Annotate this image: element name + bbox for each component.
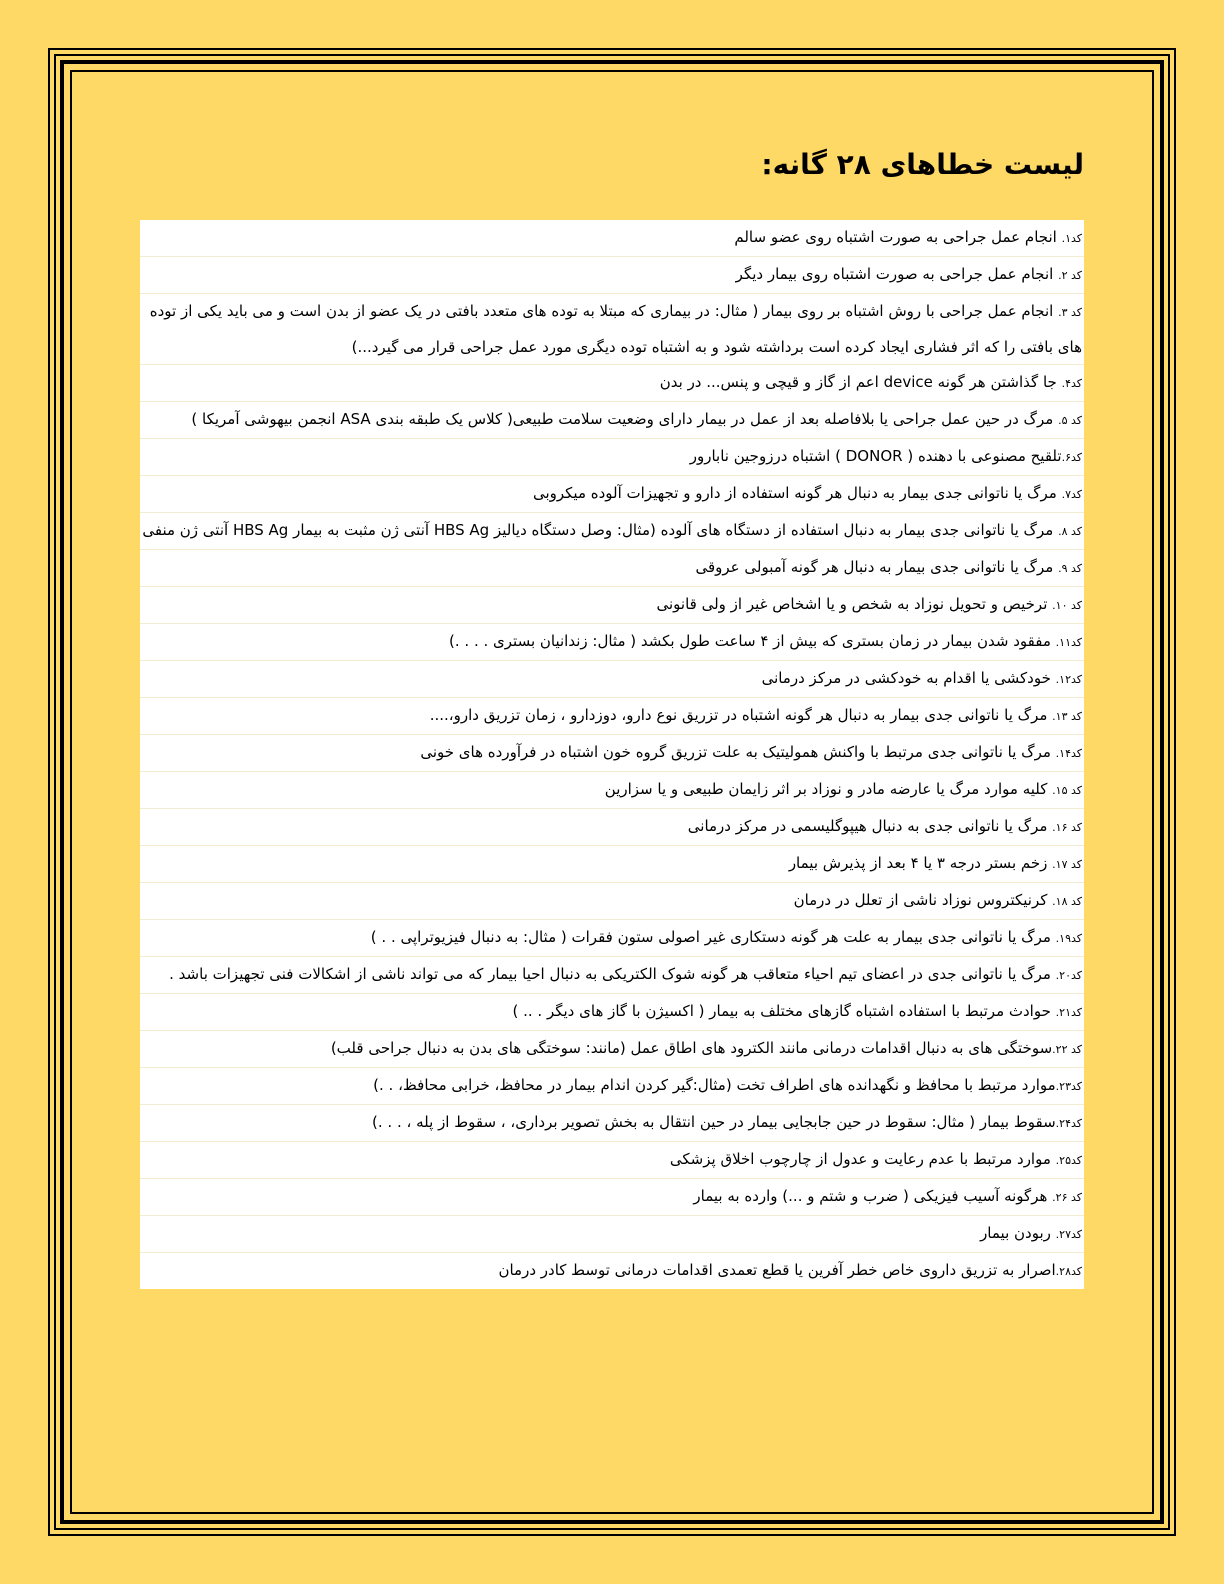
error-item [140, 1179, 1084, 1216]
error-text: انجام عمل جراحی با روش اشتباه بر روی بیمار ( مثال: در بیماری که مبتلا به توده های متعدد بافتی در یک عضو از بدن است و می باید یکی از توده های بافتی را که اثر فشاری ایجاد کرده است برداشته شود و به اشتباه توده دیگری مورد عمل جراحی قرار می گیرد...) [149, 302, 1082, 356]
page-title: لیست خطاهای ۲۸ گانه: [761, 148, 1084, 181]
error-item [140, 698, 1084, 735]
error-code: کد۲۱. [1055, 1006, 1082, 1019]
error-code: کد ۱۳. [1052, 710, 1082, 723]
error-code: کد۶. [1061, 451, 1082, 464]
error-code: کد۲۰. [1055, 969, 1082, 982]
error-text: هرگونه آسیب فیزیکی ( ضرب و شتم و ...) وارده به بیمار [693, 1187, 1053, 1205]
error-text: مفقود شدن بیمار در زمان بستری که بیش از ۴ ساعت طول بکشد ( مثال: زندانیان بستری . . . .) [449, 632, 1056, 650]
error-code: کد۲۴. [1055, 1117, 1082, 1130]
error-text: مرگ یا ناتوانی جدی بیمار به علت هر گونه دستکاری غیر اصولی ستون فقرات ( مثال: به دنبال فیزیوتراپی . . ) [370, 928, 1056, 946]
error-text: ربودن بیمار [980, 1224, 1056, 1242]
error-code: کد۲۳. [1055, 1080, 1082, 1093]
error-text: انجام عمل جراحی به صورت اشتباه روی بیمار دیگر [735, 265, 1059, 283]
error-text: موارد مرتبط با محافظ و نگهدانده های اطراف تخت (مثال:گیر کردن اندام بیمار در محافظ، خرابی محافظ، . .) [373, 1076, 1056, 1094]
error-item [140, 809, 1084, 846]
error-item [140, 294, 1084, 365]
error-item [140, 994, 1084, 1031]
error-text: مرگ یا ناتوانی جدی مرتبط با واکنش همولیتیک به علت تزریق گروه خون اشتباه در فرآورده های خونی [420, 743, 1056, 761]
error-item [140, 1031, 1084, 1068]
error-text: مرگ یا ناتوانی جدی بیمار به دنبال استفاده از دستگاه های آلوده (مثال: وصل دستگاه دیالیز HBS Ag آنتی ژن مثبت به بیمار HBS Ag آنتی ژن منفی [142, 521, 1059, 539]
error-code: کد۲۷. [1055, 1228, 1082, 1241]
error-code: کد۲۵. [1055, 1154, 1082, 1167]
error-code: کد ۸. [1058, 525, 1082, 538]
error-code: کد۱۲. [1055, 673, 1082, 686]
error-text: کلیه موارد مرگ یا عارضه مادر و نوزاد بر اثر زایمان طبیعی و یا سزارین [604, 780, 1053, 798]
error-code: کد ۱۶. [1052, 821, 1082, 834]
error-text: مرگ یا ناتوانی جدی به دنبال هیپوگلیسمی در مرکز درمانی [687, 817, 1053, 835]
error-item [140, 883, 1084, 920]
error-text: مرگ در حین عمل جراحی یا بلافاصله بعد از عمل در بیمار دارای وضعیت سلامت طبیعی( کلاس یک طبقه بندی ASA انجمن بیهوشی آمریکا ) [191, 410, 1059, 428]
error-item [140, 513, 1084, 550]
error-text: مرگ یا ناتوانی جدی بیمار به دنبال هر گونه استفاده از دارو و تجهیزات آلوده میکروبی [532, 484, 1062, 502]
error-text: خودکشی یا اقدام به خودکشی در مرکز درمانی [761, 669, 1056, 687]
error-item [140, 1216, 1084, 1253]
error-text: جا گذاشتن هر گونه device اعم از گاز و قیچی و پنس... در بدن [659, 373, 1062, 391]
error-code: کد ۱۰. [1052, 599, 1082, 612]
error-text: مرگ یا ناتوانی جدی بیمار به دنبال هر گونه اشتباه در تزریق نوع دارو، دوزدارو ، زمان تزریق دارو،.... [429, 706, 1053, 724]
error-item [140, 624, 1084, 661]
error-item [140, 587, 1084, 624]
error-text: ترخیص و تحویل نوزاد به شخص و یا اشخاص غیر از ولی قانونی [656, 595, 1053, 613]
error-code: کد۴. [1061, 377, 1082, 390]
error-item [140, 550, 1084, 587]
error-list [140, 220, 1084, 1289]
error-text: اصرار به تزریق داروی خاص خطر آفرین یا قطع تعمدی اقدامات درمانی توسط کادر درمان [498, 1261, 1056, 1279]
error-item [140, 661, 1084, 698]
error-item [140, 772, 1084, 809]
error-code: کد ۱۷. [1052, 858, 1082, 871]
error-code: کد ۵. [1058, 414, 1082, 427]
error-item [140, 1105, 1084, 1142]
error-text: انجام عمل جراحی به صورت اشتباه روی عضو سالم [734, 228, 1062, 246]
error-text: مرگ یا ناتوانی جدی بیمار به دنبال هر گونه آمبولی عروقی [695, 558, 1059, 576]
error-code: کد ۱۸. [1052, 895, 1082, 908]
error-code: کد۱. [1061, 232, 1082, 245]
error-item [140, 365, 1084, 402]
error-item [140, 1068, 1084, 1105]
error-text: حوادث مرتبط با استفاده اشتباه گازهای مختلف به بیمار ( اکسیژن با گاز های دیگر . .. ) [512, 1002, 1056, 1020]
error-code: کد ۱۵. [1052, 784, 1082, 797]
error-item [140, 476, 1084, 513]
error-code: کد۲۸. [1055, 1265, 1082, 1278]
error-code: کد ۳. [1058, 306, 1082, 319]
error-item [140, 257, 1084, 294]
error-item [140, 439, 1084, 476]
error-code: کد۱۱. [1055, 636, 1082, 649]
error-text: سقوط بیمار ( مثال: سقوط در حین جابجایی بیمار در حین انتقال به بخش تصویر برداری، ، سقوط از پله ، . . .) [372, 1113, 1056, 1131]
error-item [140, 1142, 1084, 1179]
error-item [140, 920, 1084, 957]
error-code: کد ۲۶. [1052, 1191, 1082, 1204]
error-code: کد۷. [1061, 488, 1082, 501]
error-text: مرگ یا ناتوانی جدی در اعضای تیم احیاء متعاقب هر گونه شوک الکتریکی به دنبال احیا بیمار که می تواند ناشی از اشکالات فنی تجهیزات باشد . [169, 965, 1056, 983]
error-code: کد۱۹. [1055, 932, 1082, 945]
error-code: کد ۲. [1058, 269, 1082, 282]
error-text: زخم بستر درجه ۳ یا ۴ بعد از پذیرش بیمار [788, 854, 1053, 872]
error-item [140, 402, 1084, 439]
error-text: سوختگی های به دنبال اقدامات درمانی مانند الکترود های اطاق عمل (مانند: سوختگی های بدن به دنبال جراحی قلب) [330, 1039, 1053, 1057]
error-text: تلقیح مصنوعی با دهنده ( DONOR ) اشتباه درزوجین نابارور [689, 447, 1062, 465]
error-item [140, 846, 1084, 883]
error-item [140, 957, 1084, 994]
error-item [140, 220, 1084, 257]
error-item [140, 735, 1084, 772]
error-text: کرنیکتروس نوزاد ناشی از تعلل در درمان [793, 891, 1053, 909]
error-item [140, 1253, 1084, 1289]
error-code: کد ۹. [1058, 562, 1082, 575]
error-code: کد۱۴. [1055, 747, 1082, 760]
error-text: موارد مرتبط با عدم رعایت و عدول از چارچوب اخلاق پزشکی [669, 1150, 1056, 1168]
error-code: کد ۲۲. [1052, 1043, 1082, 1056]
